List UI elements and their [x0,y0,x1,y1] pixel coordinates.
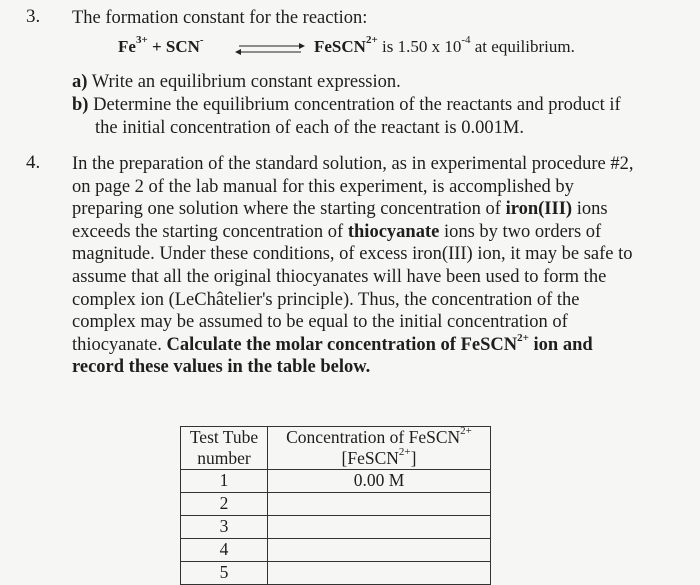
paragraph-line: complex may be assumed to be equal to the initial concentration of [72,312,568,333]
part-b [72,94,621,117]
concentration-table [180,426,491,585]
paragraph-line [72,331,634,357]
tube-concentration [268,539,491,562]
tube-concentration [268,516,491,539]
paragraph-line: on page 2 of the lab manual for this experiment, is accomplished by [72,176,574,197]
tube-concentration: 0.00 M [268,470,491,493]
header-test-tube [181,427,268,470]
header-concentration [268,427,491,470]
part-a [72,71,401,94]
paragraph-line: record these values in the table below. [72,357,371,378]
header-bracket-open: [FeSCN [341,448,399,468]
table-row [181,493,491,516]
table-row [181,516,491,539]
part-b-line-1: Determine the equilibrium concentration of the reactants and product if [93,95,621,115]
tube-number: 3 [181,516,268,539]
header-text: Test Tube [189,427,259,447]
thiocyanate-ion: + SCN [151,37,200,56]
question-4-paragraph [72,153,634,379]
equilibrium-arrow-icon [235,42,305,56]
question-4-number: 4. [26,152,41,173]
table-row [181,562,491,585]
paragraph-line: magnitude. Under these conditions, of excess iron(III) ion, it may be safe to [72,244,633,265]
iron-charge: 3+ [135,34,148,47]
question-3-number: 3. [26,6,41,27]
formation-constant-exponent: -4 [461,34,471,47]
instruction-emphasis: Calculate the molar concentration of FeSCN [166,334,518,355]
header-text-main: Concentration of FeSCN [286,427,461,447]
tube-number: 4 [181,539,268,562]
header-text [268,427,490,448]
product-formula: FeSCN [314,37,366,56]
thiocyanate-emphasis: thiocyanate [347,221,440,242]
equilibrium-tail: at equilibrium. [474,37,575,56]
product-charge: 2+ [365,34,378,47]
part-b-line-2: the initial concentration of each of the reactant is 0.001M. [95,118,524,138]
tube-number: 1 [181,470,268,493]
table-row [181,539,491,562]
paragraph-line [72,221,634,244]
part-a-label: a) [72,72,88,92]
header-bracket-charge: 2+ [398,446,411,459]
table-row [181,470,491,493]
paragraph-line: assume that all the original thiocyanates will have been used to form the [72,266,607,287]
header-bracket-close: ] [410,448,417,468]
tube-number: 2 [181,493,268,516]
iron-ion: Fe [118,37,136,56]
part-b-label: b) [72,95,89,115]
reaction-product [314,34,575,57]
thiocyanate-charge: - [199,34,204,47]
reaction-reactants [118,34,204,57]
paragraph-line: complex ion (LeChâtelier's principle). Thus, the concentration of the [72,289,580,310]
tube-number: 5 [181,562,268,585]
line-text: preparing one solution where the starting concentration of [72,199,506,220]
header-text: number [197,448,251,468]
instruction-charge: 2+ [517,331,529,344]
table-header-row [181,427,491,470]
line-text: exceeds the starting concentration of [72,221,348,242]
line-text: ions [572,199,608,220]
header-text [268,448,490,469]
iron-iii-emphasis: iron(III) [505,199,573,220]
instruction-emphasis-end: ion and [528,334,593,355]
formation-constant: is 1.50 x 10 [381,37,462,56]
line-text: thiocyanate. [72,334,167,355]
paragraph-line [72,198,634,221]
paragraph-line: In the preparation of the standard solution, as in experimental procedure #2, [72,154,634,174]
line-text: ions by two orders of [439,221,602,242]
header-charge: 2+ [460,425,472,438]
question-3-intro: The formation constant for the reaction: [72,8,368,28]
tube-concentration [268,562,491,585]
part-a-text: Write an equilibrium constant expression. [91,72,401,92]
tube-concentration [268,493,491,516]
